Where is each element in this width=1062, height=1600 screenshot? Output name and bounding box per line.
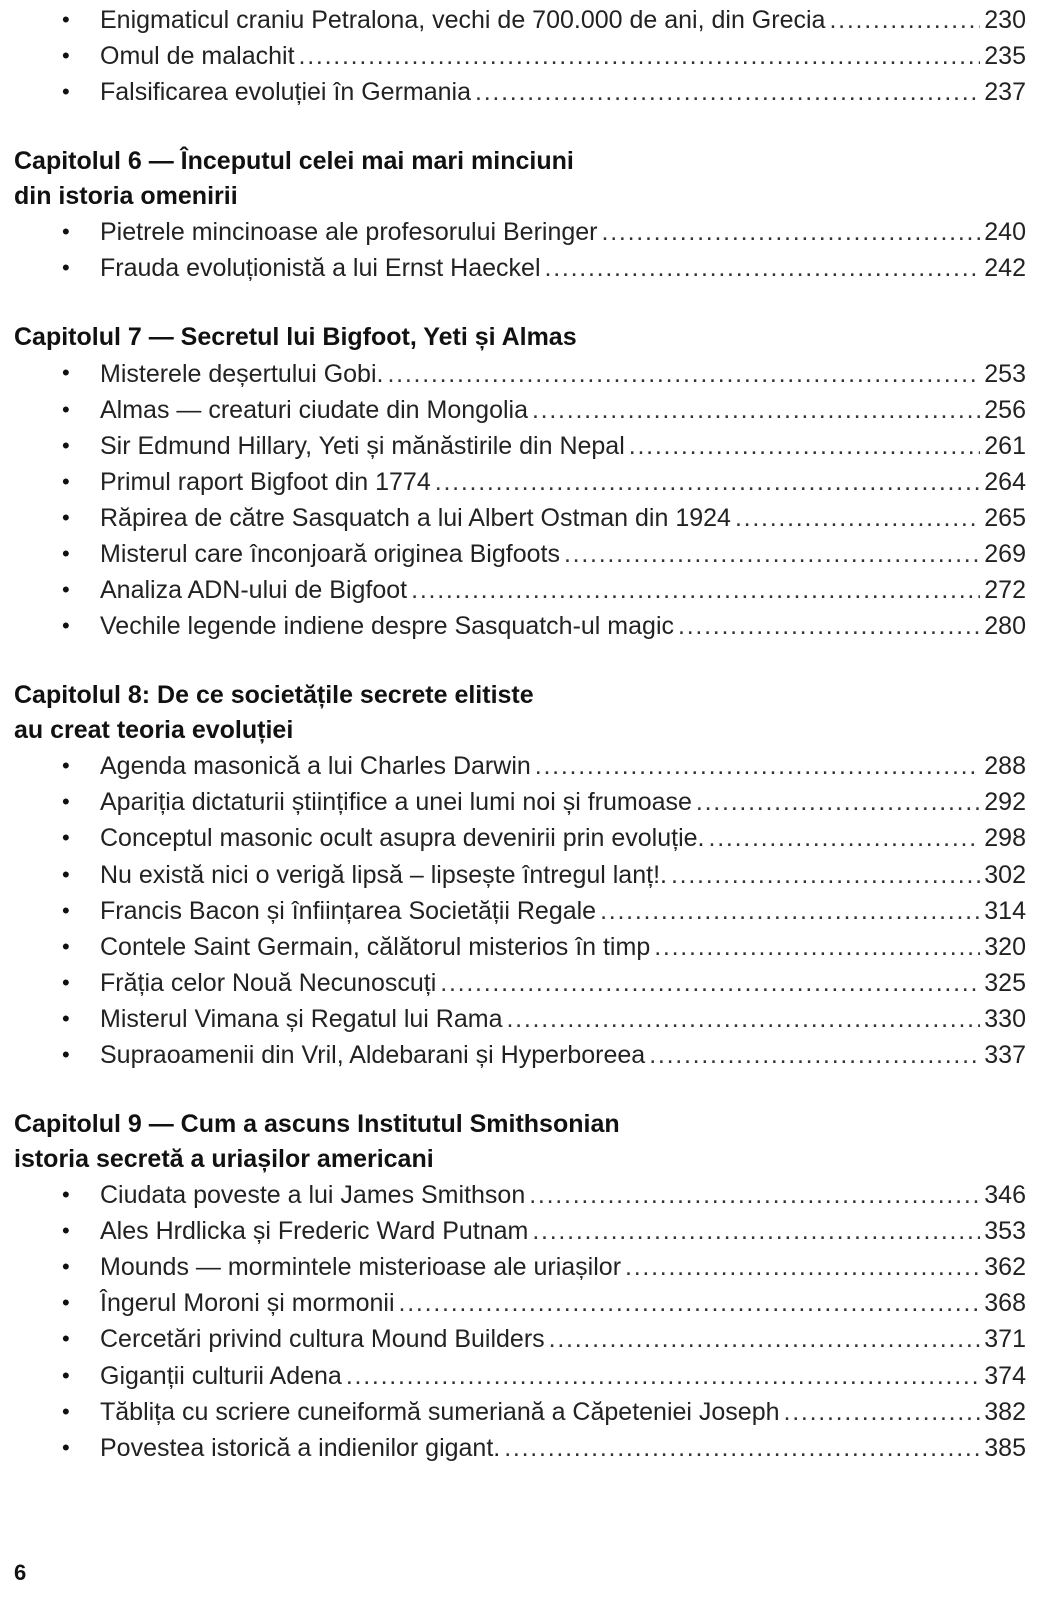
toc-entry-title: Frăția celor Nouă Necunoscuți bbox=[100, 968, 437, 997]
bullet-icon: • bbox=[62, 969, 70, 995]
dot-leader bbox=[674, 608, 980, 644]
toc-entry-page-number: 240 bbox=[984, 218, 1026, 247]
toc-entry-title: Primul raport Bigfoot din 1774 bbox=[100, 467, 431, 496]
bullet-icon: • bbox=[62, 1254, 70, 1280]
toc-entry bbox=[14, 820, 1026, 856]
section-spacer bbox=[14, 110, 1026, 144]
dot-leader bbox=[342, 1358, 980, 1394]
toc-entry-page-number: 242 bbox=[984, 254, 1026, 283]
toc-entry-title: Sir Edmund Hillary, Yeti și mănăstirile din Nepal bbox=[100, 431, 625, 460]
toc-entry bbox=[14, 500, 1026, 536]
toc-entry-title: Ales Hrdlicka și Frederic Ward Putnam bbox=[100, 1217, 529, 1246]
toc-entry bbox=[14, 1249, 1026, 1285]
chapter-title-line: Capitolul 8: De ce societățile secrete elitiste bbox=[14, 681, 534, 710]
toc-entry-title: Cercetări privind cultura Mound Builders bbox=[100, 1325, 545, 1354]
toc-entry-title: Tăblița cu scriere cuneiformă sumeriană a Căpeteniei Joseph bbox=[100, 1397, 780, 1426]
bullet-icon: • bbox=[62, 468, 70, 494]
toc-entry bbox=[14, 748, 1026, 784]
toc-entry-page-number: 235 bbox=[984, 42, 1026, 71]
dot-leader bbox=[528, 392, 980, 428]
toc-entry bbox=[14, 355, 1026, 391]
toc-entry-title: Mounds — mormintele misterioase ale uriașilor bbox=[100, 1253, 622, 1282]
toc-entry bbox=[14, 1037, 1026, 1073]
dot-leader bbox=[705, 820, 981, 856]
dot-leader bbox=[692, 784, 980, 820]
chapter-title-line: din istoria omenirii bbox=[14, 182, 238, 211]
toc-chapter-section bbox=[14, 1107, 1026, 1466]
toc-entry-page-number: 265 bbox=[984, 503, 1026, 532]
dot-leader bbox=[431, 464, 981, 500]
bullet-icon: • bbox=[62, 1182, 70, 1208]
toc-entry-page-number: 272 bbox=[984, 576, 1026, 605]
toc-entry-page-number: 292 bbox=[984, 788, 1026, 817]
bullet-icon: • bbox=[62, 432, 70, 458]
toc-entry-page-number: 261 bbox=[984, 431, 1026, 460]
toc-entry-title: Răpirea de către Sasquatch a lui Albert Ostman din 1924 bbox=[100, 503, 731, 532]
bullet-icon: • bbox=[62, 7, 70, 32]
toc-entry-title: Analiza ADN-ului de Bigfoot bbox=[100, 576, 408, 605]
toc-entry bbox=[14, 784, 1026, 820]
toc-entry-title: Frauda evoluționistă a lui Ernst Haeckel bbox=[100, 254, 541, 283]
toc-entry bbox=[14, 392, 1026, 428]
toc-entry-title: Contele Saint Germain, călătorul misterios în timp bbox=[100, 932, 651, 961]
toc-entry-page-number: 353 bbox=[984, 1217, 1026, 1246]
toc-entry-title: Giganții culturii Adena bbox=[100, 1361, 342, 1390]
toc-entry-page-number: 385 bbox=[984, 1433, 1026, 1462]
toc-entry-page-number: 269 bbox=[984, 539, 1026, 568]
toc-entry bbox=[14, 250, 1026, 286]
dot-leader bbox=[621, 1249, 980, 1285]
toc-entry-title: Pietrele mincinoase ale profesorului Beringer bbox=[100, 218, 598, 247]
table-of-contents bbox=[14, 2, 1026, 1466]
toc-chapter-section bbox=[14, 144, 1026, 286]
bullet-icon: • bbox=[62, 861, 70, 887]
bullet-icon: • bbox=[62, 43, 70, 69]
bullet-icon: • bbox=[62, 933, 70, 959]
toc-entry bbox=[14, 965, 1026, 1001]
toc-entry-title: Enigmaticul craniu Petralona, vechi de 700.000 de ani, din Grecia bbox=[100, 6, 826, 35]
toc-entry-page-number: 320 bbox=[984, 932, 1026, 961]
bullet-icon: • bbox=[62, 540, 70, 566]
dot-leader bbox=[780, 1394, 981, 1430]
toc-entry-title: Francis Bacon și înființarea Societății Regale bbox=[100, 896, 597, 925]
dot-leader bbox=[502, 1001, 980, 1037]
toc-entry bbox=[14, 1394, 1026, 1430]
dot-leader bbox=[525, 1177, 980, 1213]
dot-leader bbox=[295, 38, 981, 74]
toc-entry-page-number: 280 bbox=[984, 612, 1026, 641]
bullet-icon: • bbox=[62, 577, 70, 603]
toc-entry-page-number: 298 bbox=[984, 824, 1026, 853]
bullet-icon: • bbox=[62, 1326, 70, 1352]
toc-entry-title: Agenda masonică a lui Charles Darwin bbox=[100, 752, 531, 781]
toc-entry-page-number: 371 bbox=[984, 1325, 1026, 1354]
toc-chapter-section bbox=[14, 320, 1026, 644]
toc-entry bbox=[14, 929, 1026, 965]
toc-entry-title: Apariția dictaturii științifice a unei lumi noi și frumoase bbox=[100, 788, 692, 817]
bullet-icon: • bbox=[62, 79, 70, 105]
bullet-icon: • bbox=[62, 219, 70, 245]
toc-entry-title: Supraoamenii din Vril, Aldebarani și Hyperboreea bbox=[100, 1041, 646, 1070]
toc-entry-page-number: 256 bbox=[984, 395, 1026, 424]
toc-entry-title: Nu există nici o verigă lipsă – lipsește întregul lanț!. bbox=[100, 860, 667, 889]
toc-entry-page-number: 368 bbox=[984, 1289, 1026, 1318]
toc-section-continued bbox=[14, 2, 1026, 110]
dot-leader bbox=[500, 1430, 980, 1466]
toc-entry-page-number: 337 bbox=[984, 1041, 1026, 1070]
toc-entry-title: Conceptul masonic ocult asupra devenirii prin evoluție. bbox=[100, 824, 705, 853]
toc-entry-title: Ciudata poveste a lui James Smithson bbox=[100, 1181, 526, 1210]
toc-entry-title: Îngerul Moroni și mormonii bbox=[100, 1289, 395, 1318]
bullet-icon: • bbox=[62, 1434, 70, 1460]
section-spacer bbox=[14, 644, 1026, 678]
toc-entry bbox=[14, 1213, 1026, 1249]
bullet-icon: • bbox=[62, 1005, 70, 1031]
toc-entry bbox=[14, 1177, 1026, 1213]
toc-entry-title: Omul de malachit bbox=[100, 42, 295, 71]
bullet-icon: • bbox=[62, 1362, 70, 1388]
dot-leader bbox=[598, 214, 981, 250]
toc-entry-title: Vechile legende indiene despre Sasquatch-ul magic bbox=[100, 612, 674, 641]
toc-entry bbox=[14, 464, 1026, 500]
toc-entry-page-number: 230 bbox=[984, 6, 1026, 35]
toc-entry-page-number: 382 bbox=[984, 1397, 1026, 1426]
chapter-title-line: Capitolul 6 — Începutul celei mai mari minciuni bbox=[14, 147, 574, 176]
bullet-icon: • bbox=[62, 825, 70, 851]
bullet-icon: • bbox=[62, 789, 70, 815]
chapter-title-line: au creat teoria evoluției bbox=[14, 716, 294, 745]
toc-entry bbox=[14, 2, 1026, 38]
toc-entry bbox=[14, 1430, 1026, 1466]
toc-entry bbox=[14, 214, 1026, 250]
toc-entry-title: Almas — creaturi ciudate din Mongolia bbox=[100, 395, 528, 424]
toc-entry bbox=[14, 38, 1026, 74]
toc-entry-title: Misterul Vimana și Regatul lui Rama bbox=[100, 1004, 503, 1033]
dot-leader bbox=[731, 500, 980, 536]
toc-entry-page-number: 314 bbox=[984, 896, 1026, 925]
toc-entry-page-number: 330 bbox=[984, 1004, 1026, 1033]
dot-leader bbox=[531, 748, 981, 784]
toc-entry bbox=[14, 893, 1026, 929]
toc-entry bbox=[14, 1001, 1026, 1037]
toc-entry bbox=[14, 857, 1026, 893]
bullet-icon: • bbox=[62, 1398, 70, 1424]
toc-entry-title: Falsificarea evoluției în Germania bbox=[100, 78, 471, 107]
dot-leader bbox=[596, 893, 980, 929]
bullet-icon: • bbox=[62, 753, 70, 779]
dot-leader bbox=[407, 572, 980, 608]
toc-entry-page-number: 374 bbox=[984, 1361, 1026, 1390]
bullet-icon: • bbox=[62, 396, 70, 422]
bullet-icon: • bbox=[62, 613, 70, 639]
dot-leader bbox=[545, 1321, 981, 1357]
dot-leader bbox=[436, 965, 980, 1001]
toc-entry bbox=[14, 1358, 1026, 1394]
dot-leader bbox=[650, 929, 980, 965]
dot-leader bbox=[825, 2, 980, 38]
dot-leader bbox=[528, 1213, 980, 1249]
chapter-title-line: istoria secretă a uriașilor americani bbox=[14, 1145, 434, 1174]
bullet-icon: • bbox=[62, 1041, 70, 1067]
toc-entry bbox=[14, 1321, 1026, 1357]
toc-entry bbox=[14, 536, 1026, 572]
toc-entry bbox=[14, 608, 1026, 644]
toc-entry-page-number: 264 bbox=[984, 467, 1026, 496]
dot-leader bbox=[541, 250, 981, 286]
chapter-title-line: Capitolul 9 — Cum a ascuns Institutul Smithsonian bbox=[14, 1110, 620, 1139]
bullet-icon: • bbox=[62, 1218, 70, 1244]
toc-chapter-section bbox=[14, 678, 1026, 1073]
toc-entry bbox=[14, 1285, 1026, 1321]
toc-entry bbox=[14, 572, 1026, 608]
bullet-icon: • bbox=[62, 897, 70, 923]
toc-entry-page-number: 346 bbox=[984, 1181, 1026, 1210]
toc-entry-page-number: 302 bbox=[984, 860, 1026, 889]
dot-leader bbox=[625, 428, 981, 464]
toc-entry-page-number: 325 bbox=[984, 968, 1026, 997]
section-spacer bbox=[14, 1073, 1026, 1107]
bullet-icon: • bbox=[62, 1290, 70, 1316]
bullet-icon: • bbox=[62, 504, 70, 530]
dot-leader bbox=[471, 74, 980, 110]
toc-entry-title: Misterul care înconjoară originea Bigfoots bbox=[100, 539, 560, 568]
page-number: 6 bbox=[14, 1560, 27, 1585]
bullet-icon: • bbox=[62, 255, 70, 281]
dot-leader bbox=[560, 536, 980, 572]
dot-leader bbox=[395, 1285, 981, 1321]
bullet-icon: • bbox=[62, 360, 70, 386]
toc-entry-title: Povestea istorică a indienilor gigant. bbox=[100, 1433, 501, 1462]
section-spacer bbox=[14, 286, 1026, 320]
toc-entry-page-number: 237 bbox=[984, 78, 1026, 107]
chapter-title-line: Capitolul 7 — Secretul lui Bigfoot, Yeti și Almas bbox=[14, 323, 577, 352]
toc-entry-page-number: 362 bbox=[984, 1253, 1026, 1282]
toc-entry-title: Misterele deșertului Gobi. bbox=[100, 359, 384, 388]
toc-entry bbox=[14, 74, 1026, 110]
toc-entry-page-number: 253 bbox=[984, 359, 1026, 388]
toc-entry-page-number: 288 bbox=[984, 752, 1026, 781]
dot-leader bbox=[383, 356, 980, 392]
dot-leader bbox=[645, 1037, 980, 1073]
toc-entry bbox=[14, 428, 1026, 464]
dot-leader bbox=[667, 857, 980, 893]
